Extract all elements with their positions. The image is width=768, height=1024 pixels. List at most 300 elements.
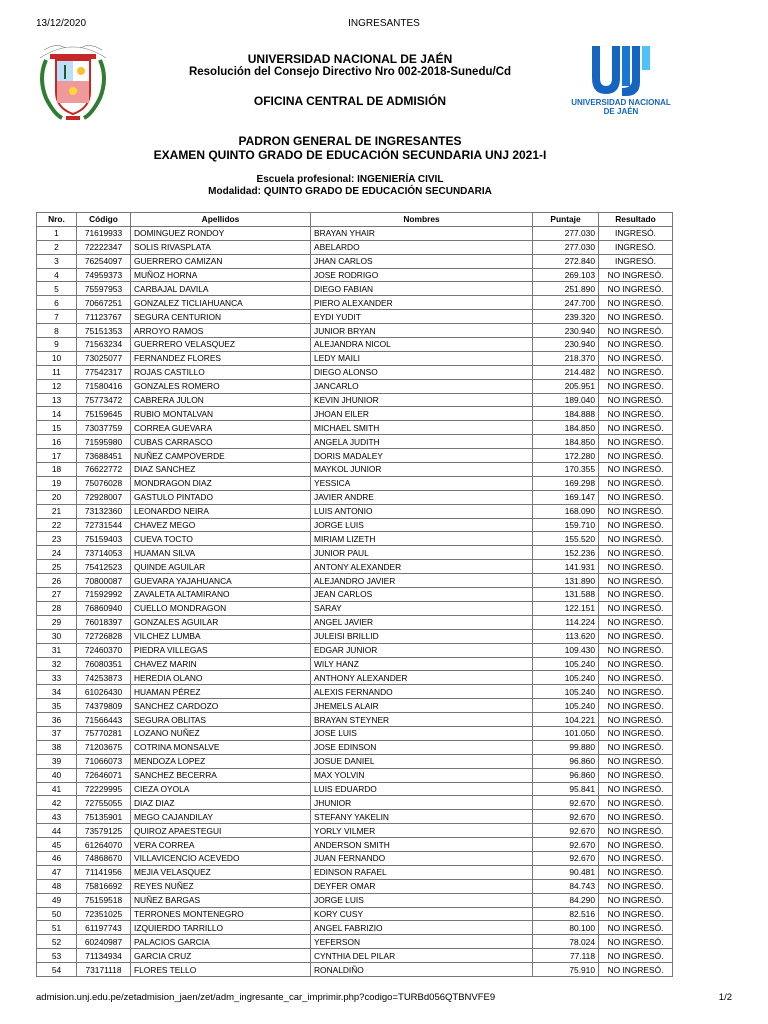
row-number: 33 [37, 671, 77, 685]
surname: SEGURA OBLITAS [131, 713, 311, 727]
result: NO INGRESÓ. [599, 588, 673, 602]
score: 96.860 [533, 768, 599, 782]
given-names: ANGELA JUDITH [311, 435, 533, 449]
unj-logo-icon [562, 42, 680, 98]
given-names: YORLY VILMER [311, 824, 533, 838]
table-row [37, 865, 673, 879]
score: 80.100 [533, 921, 599, 935]
surname: MUÑOZ HORNA [131, 268, 311, 282]
score: 230.940 [533, 338, 599, 352]
row-number: 31 [37, 643, 77, 657]
student-code: 72731544 [77, 518, 131, 532]
score: 78.024 [533, 935, 599, 949]
table-row [37, 226, 673, 240]
surname: DIAZ DIAZ [131, 796, 311, 810]
table-row [37, 365, 673, 379]
row-number: 15 [37, 421, 77, 435]
given-names: KEVIN JHUNIOR [311, 393, 533, 407]
score: 269.103 [533, 268, 599, 282]
table-body [37, 226, 673, 976]
surname: VERA CORREA [131, 838, 311, 852]
student-code: 75159645 [77, 407, 131, 421]
given-names: DIEGO FABIAN [311, 282, 533, 296]
print-footer [36, 992, 732, 1006]
student-code: 70800087 [77, 574, 131, 588]
given-names: YESSICA [311, 476, 533, 490]
surname: SOLIS RIVASPLATA [131, 240, 311, 254]
student-code: 71203675 [77, 740, 131, 754]
table-row [37, 726, 673, 740]
score: 101.050 [533, 726, 599, 740]
table-row [37, 699, 673, 713]
given-names: LUIS ANTONIO [311, 504, 533, 518]
result: NO INGRESÓ. [599, 907, 673, 921]
surname: GARCIA CRUZ [131, 949, 311, 963]
table-row [37, 296, 673, 310]
student-code: 71592992 [77, 588, 131, 602]
result: NO INGRESÓ. [599, 393, 673, 407]
score: 131.588 [533, 588, 599, 602]
student-code: 75816692 [77, 879, 131, 893]
report-title: PADRON GENERAL DE INGRESANTES [238, 134, 462, 148]
row-number: 24 [37, 546, 77, 560]
given-names: JOSUE DANIEL [311, 754, 533, 768]
given-names: YEFERSON [311, 935, 533, 949]
table-row [37, 449, 673, 463]
student-code: 73579125 [77, 824, 131, 838]
student-code: 61197743 [77, 921, 131, 935]
given-names: ANTHONY ALEXANDER [311, 671, 533, 685]
row-number: 25 [37, 560, 77, 574]
score: 189.040 [533, 393, 599, 407]
result: NO INGRESÓ. [599, 726, 673, 740]
table-row [37, 338, 673, 352]
score: 152.236 [533, 546, 599, 560]
surname: HUAMAN PÉREZ [131, 685, 311, 699]
given-names: LEDY MAILI [311, 351, 533, 365]
surname: SEGURA CENTURION [131, 310, 311, 324]
result: NO INGRESÓ. [599, 768, 673, 782]
student-code: 75773472 [77, 393, 131, 407]
table-row [37, 490, 673, 504]
table-row [37, 282, 673, 296]
surname: CABRERA JULON [131, 393, 311, 407]
col-header-codigo: Código [77, 213, 131, 227]
result: NO INGRESÓ. [599, 935, 673, 949]
score: 184.850 [533, 435, 599, 449]
result: NO INGRESÓ. [599, 810, 673, 824]
score: 84.743 [533, 879, 599, 893]
student-code: 71619933 [77, 226, 131, 240]
table-row [37, 351, 673, 365]
given-names: ABELARDO [311, 240, 533, 254]
given-names: JUNIOR BRYAN [311, 324, 533, 338]
student-code: 76254097 [77, 254, 131, 268]
row-number: 44 [37, 824, 77, 838]
table-row [37, 421, 673, 435]
surname: MONDRAGON DIAZ [131, 476, 311, 490]
result: NO INGRESÓ. [599, 338, 673, 352]
table-row [37, 879, 673, 893]
result: NO INGRESÓ. [599, 671, 673, 685]
surname: VILLAVICENCIO ACEVEDO [131, 851, 311, 865]
result: NO INGRESÓ. [599, 407, 673, 421]
result: NO INGRESÓ. [599, 963, 673, 977]
row-number: 7 [37, 310, 77, 324]
score: 170.355 [533, 463, 599, 477]
table-row [37, 754, 673, 768]
table-row [37, 588, 673, 602]
surname: GONZALES AGUILAR [131, 615, 311, 629]
score: 272.840 [533, 254, 599, 268]
given-names: ANDERSON SMITH [311, 838, 533, 852]
col-header-resultado: Resultado [599, 213, 673, 227]
logo-text-line1: UNIVERSIDAD NACIONAL [571, 98, 671, 107]
student-code: 75770281 [77, 726, 131, 740]
score: 92.670 [533, 851, 599, 865]
score: 92.670 [533, 796, 599, 810]
given-names: JHOAN EILER [311, 407, 533, 421]
table-row [37, 685, 673, 699]
surname: NUÑEZ CAMPOVERDE [131, 449, 311, 463]
table-row [37, 268, 673, 282]
student-code: 76080351 [77, 657, 131, 671]
surname: QUINDE AGUILAR [131, 560, 311, 574]
given-names: EYDI YUDIT [311, 310, 533, 324]
col-header-nro: Nro. [37, 213, 77, 227]
surname: GONZALEZ TICLIAHUANCA [131, 296, 311, 310]
given-names: MICHAEL SMITH [311, 421, 533, 435]
row-number: 6 [37, 296, 77, 310]
score: 92.670 [533, 838, 599, 852]
result: NO INGRESÓ. [599, 574, 673, 588]
row-number: 2 [37, 240, 77, 254]
row-number: 50 [37, 907, 77, 921]
student-code: 75597953 [77, 282, 131, 296]
student-code: 72351025 [77, 907, 131, 921]
result: NO INGRESÓ. [599, 560, 673, 574]
surname: VILCHEZ LUMBA [131, 629, 311, 643]
given-names: JHAN CARLOS [311, 254, 533, 268]
given-names: ALEXIS FERNANDO [311, 685, 533, 699]
student-code: 72726828 [77, 629, 131, 643]
row-number: 35 [37, 699, 77, 713]
score: 105.240 [533, 699, 599, 713]
surname: FERNANDEZ FLORES [131, 351, 311, 365]
result: NO INGRESÓ. [599, 865, 673, 879]
student-code: 77542317 [77, 365, 131, 379]
score: 95.841 [533, 782, 599, 796]
result: NO INGRESÓ. [599, 435, 673, 449]
score: 168.090 [533, 504, 599, 518]
given-names: CYNTHIA DEL PILAR [311, 949, 533, 963]
row-number: 14 [37, 407, 77, 421]
row-number: 10 [37, 351, 77, 365]
score: 82.516 [533, 907, 599, 921]
score: 92.670 [533, 824, 599, 838]
surname: GUEVARA YAJAHUANCA [131, 574, 311, 588]
student-code: 74253873 [77, 671, 131, 685]
student-code: 72928007 [77, 490, 131, 504]
given-names: STEFANY YAKELIN [311, 810, 533, 824]
surname: CORREA GUEVARA [131, 421, 311, 435]
student-code: 75159403 [77, 532, 131, 546]
row-number: 13 [37, 393, 77, 407]
score: 247.700 [533, 296, 599, 310]
surname: GASTULO PINTADO [131, 490, 311, 504]
score: 155.520 [533, 532, 599, 546]
student-code: 72229995 [77, 782, 131, 796]
row-number: 28 [37, 601, 77, 615]
score: 113.620 [533, 629, 599, 643]
student-code: 60240987 [77, 935, 131, 949]
student-code: 70667251 [77, 296, 131, 310]
peru-coat-of-arms-icon [36, 38, 110, 124]
surname: CUBAS CARRASCO [131, 435, 311, 449]
score: 77.118 [533, 949, 599, 963]
result: NO INGRESÓ. [599, 379, 673, 393]
given-names: ANGEL JAVIER [311, 615, 533, 629]
table-row [37, 504, 673, 518]
given-names: JANCARLO [311, 379, 533, 393]
table-row [37, 476, 673, 490]
student-code: 76860940 [77, 601, 131, 615]
given-names: JOSE RODRIGO [311, 268, 533, 282]
row-number: 54 [37, 963, 77, 977]
score: 105.240 [533, 685, 599, 699]
score: 169.298 [533, 476, 599, 490]
student-code: 75412523 [77, 560, 131, 574]
result: NO INGRESÓ. [599, 296, 673, 310]
student-code: 71123767 [77, 310, 131, 324]
table-row [37, 824, 673, 838]
surname: NUÑEZ BARGAS [131, 893, 311, 907]
surname: RUBIO MONTALVAN [131, 407, 311, 421]
row-number: 17 [37, 449, 77, 463]
score: 172.280 [533, 449, 599, 463]
result: NO INGRESÓ. [599, 754, 673, 768]
table-row [37, 240, 673, 254]
surname: ARROYO RAMOS [131, 324, 311, 338]
given-names: RONALDIÑO [311, 963, 533, 977]
row-number: 4 [37, 268, 77, 282]
score: 239.320 [533, 310, 599, 324]
result: NO INGRESÓ. [599, 449, 673, 463]
given-names: EDGAR JUNIOR [311, 643, 533, 657]
print-date: 13/12/2020 [36, 18, 87, 29]
result: NO INGRESÓ. [599, 476, 673, 490]
score: 218.370 [533, 351, 599, 365]
print-header [36, 18, 732, 32]
table-row [37, 796, 673, 810]
result: NO INGRESÓ. [599, 421, 673, 435]
student-code: 76018397 [77, 615, 131, 629]
student-code: 73714053 [77, 546, 131, 560]
score: 90.481 [533, 865, 599, 879]
surname: CIEZA OYOLA [131, 782, 311, 796]
row-number: 47 [37, 865, 77, 879]
result: NO INGRESÓ. [599, 740, 673, 754]
score: 131.890 [533, 574, 599, 588]
report-subtitle: EXAMEN QUINTO GRADO DE EDUCACIÓN SECUNDARIA UNJ 2021-I [153, 148, 547, 162]
score: 169.147 [533, 490, 599, 504]
row-number: 12 [37, 379, 77, 393]
table-row [37, 393, 673, 407]
score: 104.221 [533, 713, 599, 727]
student-code: 74868670 [77, 851, 131, 865]
result: NO INGRESÓ. [599, 713, 673, 727]
given-names: DORIS MADALEY [311, 449, 533, 463]
table-row [37, 838, 673, 852]
table-row [37, 254, 673, 268]
student-code: 71066073 [77, 754, 131, 768]
table-row [37, 671, 673, 685]
given-names: JOSE LUIS [311, 726, 533, 740]
table-header-row [37, 213, 673, 227]
row-number: 21 [37, 504, 77, 518]
table-row [37, 907, 673, 921]
result: INGRESÓ. [599, 240, 673, 254]
result: NO INGRESÓ. [599, 893, 673, 907]
given-names: ANTONY ALEXANDER [311, 560, 533, 574]
result: NO INGRESÓ. [599, 851, 673, 865]
student-code: 71595980 [77, 435, 131, 449]
result: NO INGRESÓ. [599, 518, 673, 532]
given-names: PIERO ALEXANDER [311, 296, 533, 310]
page-number: 1/2 [718, 992, 732, 1003]
row-number: 22 [37, 518, 77, 532]
score: 184.888 [533, 407, 599, 421]
table-row [37, 643, 673, 657]
given-names: JEAN CARLOS [311, 588, 533, 602]
score: 122.151 [533, 601, 599, 615]
row-number: 18 [37, 463, 77, 477]
result: NO INGRESÓ. [599, 532, 673, 546]
table-row [37, 851, 673, 865]
surname: CUELLO MONDRAGON [131, 601, 311, 615]
surname: IZQUIERDO TARRILLO [131, 921, 311, 935]
given-names: EDINSON RAFAEL [311, 865, 533, 879]
result: NO INGRESÓ. [599, 365, 673, 379]
score: 277.030 [533, 226, 599, 240]
row-number: 30 [37, 629, 77, 643]
student-code: 74959373 [77, 268, 131, 282]
table-row [37, 463, 673, 477]
table-row [37, 435, 673, 449]
student-code: 72755055 [77, 796, 131, 810]
result: NO INGRESÓ. [599, 643, 673, 657]
table-row [37, 713, 673, 727]
row-number: 38 [37, 740, 77, 754]
row-number: 51 [37, 921, 77, 935]
table-row [37, 740, 673, 754]
surname: HEREDIA OLANO [131, 671, 311, 685]
score: 75.910 [533, 963, 599, 977]
result: NO INGRESÓ. [599, 615, 673, 629]
row-number: 11 [37, 365, 77, 379]
surname: GUERRERO CAMIZAN [131, 254, 311, 268]
surname: MEJIA VELASQUEZ [131, 865, 311, 879]
given-names: MAYKOL JUNIOR [311, 463, 533, 477]
table-row [37, 532, 673, 546]
given-names: JOSE EDINSON [311, 740, 533, 754]
result: NO INGRESÓ. [599, 351, 673, 365]
table-row [37, 546, 673, 560]
surname: HUAMAN SILVA [131, 546, 311, 560]
student-code: 73132360 [77, 504, 131, 518]
surname: SANCHEZ BECERRA [131, 768, 311, 782]
result: NO INGRESÓ. [599, 490, 673, 504]
table-row [37, 601, 673, 615]
result: NO INGRESÓ. [599, 463, 673, 477]
surname: CHAVEZ MEGO [131, 518, 311, 532]
student-code: 71134934 [77, 949, 131, 963]
surname: CARBAJAL DAVILA [131, 282, 311, 296]
table-row [37, 615, 673, 629]
score: 96.860 [533, 754, 599, 768]
given-names: ANGEL FABRIZIO [311, 921, 533, 935]
result: NO INGRESÓ. [599, 699, 673, 713]
score: 205.951 [533, 379, 599, 393]
score: 105.240 [533, 657, 599, 671]
result: NO INGRESÓ. [599, 657, 673, 671]
student-code: 75159518 [77, 893, 131, 907]
admissions-table [36, 212, 673, 977]
given-names: ALEJANDRO JAVIER [311, 574, 533, 588]
row-number: 39 [37, 754, 77, 768]
row-number: 49 [37, 893, 77, 907]
given-names: DEYFER OMAR [311, 879, 533, 893]
row-number: 9 [37, 338, 77, 352]
surname: TERRONES MONTENEGRO [131, 907, 311, 921]
student-code: 61026430 [77, 685, 131, 699]
result: NO INGRESÓ. [599, 601, 673, 615]
table-row [37, 629, 673, 643]
score: 214.482 [533, 365, 599, 379]
surname: LOZANO NUÑEZ [131, 726, 311, 740]
office-name: OFICINA CENTRAL DE ADMISIÓN [253, 94, 447, 108]
table-row [37, 921, 673, 935]
page-url: admision.unj.edu.pe/zetadmision_jaen/zet/adm_ingresante_car_imprimir.php?codigo=TURBd056QTBNVFE9 [36, 992, 496, 1003]
student-code: 75135901 [77, 810, 131, 824]
surname: CHAVEZ MARIN [131, 657, 311, 671]
surname: PALACIOS GARCIA [131, 935, 311, 949]
result: NO INGRESÓ. [599, 546, 673, 560]
table-row [37, 963, 673, 977]
table-row [37, 310, 673, 324]
student-code: 73025077 [77, 351, 131, 365]
row-number: 3 [37, 254, 77, 268]
student-code: 73688451 [77, 449, 131, 463]
given-names: SARAY [311, 601, 533, 615]
surname: GONZALES ROMERO [131, 379, 311, 393]
student-code: 71141956 [77, 865, 131, 879]
row-number: 46 [37, 851, 77, 865]
row-number: 37 [37, 726, 77, 740]
surname: GUERRERO VELASQUEZ [131, 338, 311, 352]
result: NO INGRESÓ. [599, 282, 673, 296]
given-names: MAX YOLVIN [311, 768, 533, 782]
surname: MEGO CAJANDILAY [131, 810, 311, 824]
surname: REYES NUÑEZ [131, 879, 311, 893]
row-number: 36 [37, 713, 77, 727]
score: 230.940 [533, 324, 599, 338]
score: 109.430 [533, 643, 599, 657]
surname: MENDOZA LOPEZ [131, 754, 311, 768]
table-row [37, 379, 673, 393]
given-names: JAVIER ANDRE [311, 490, 533, 504]
surname: CUEVA TOCTO [131, 532, 311, 546]
